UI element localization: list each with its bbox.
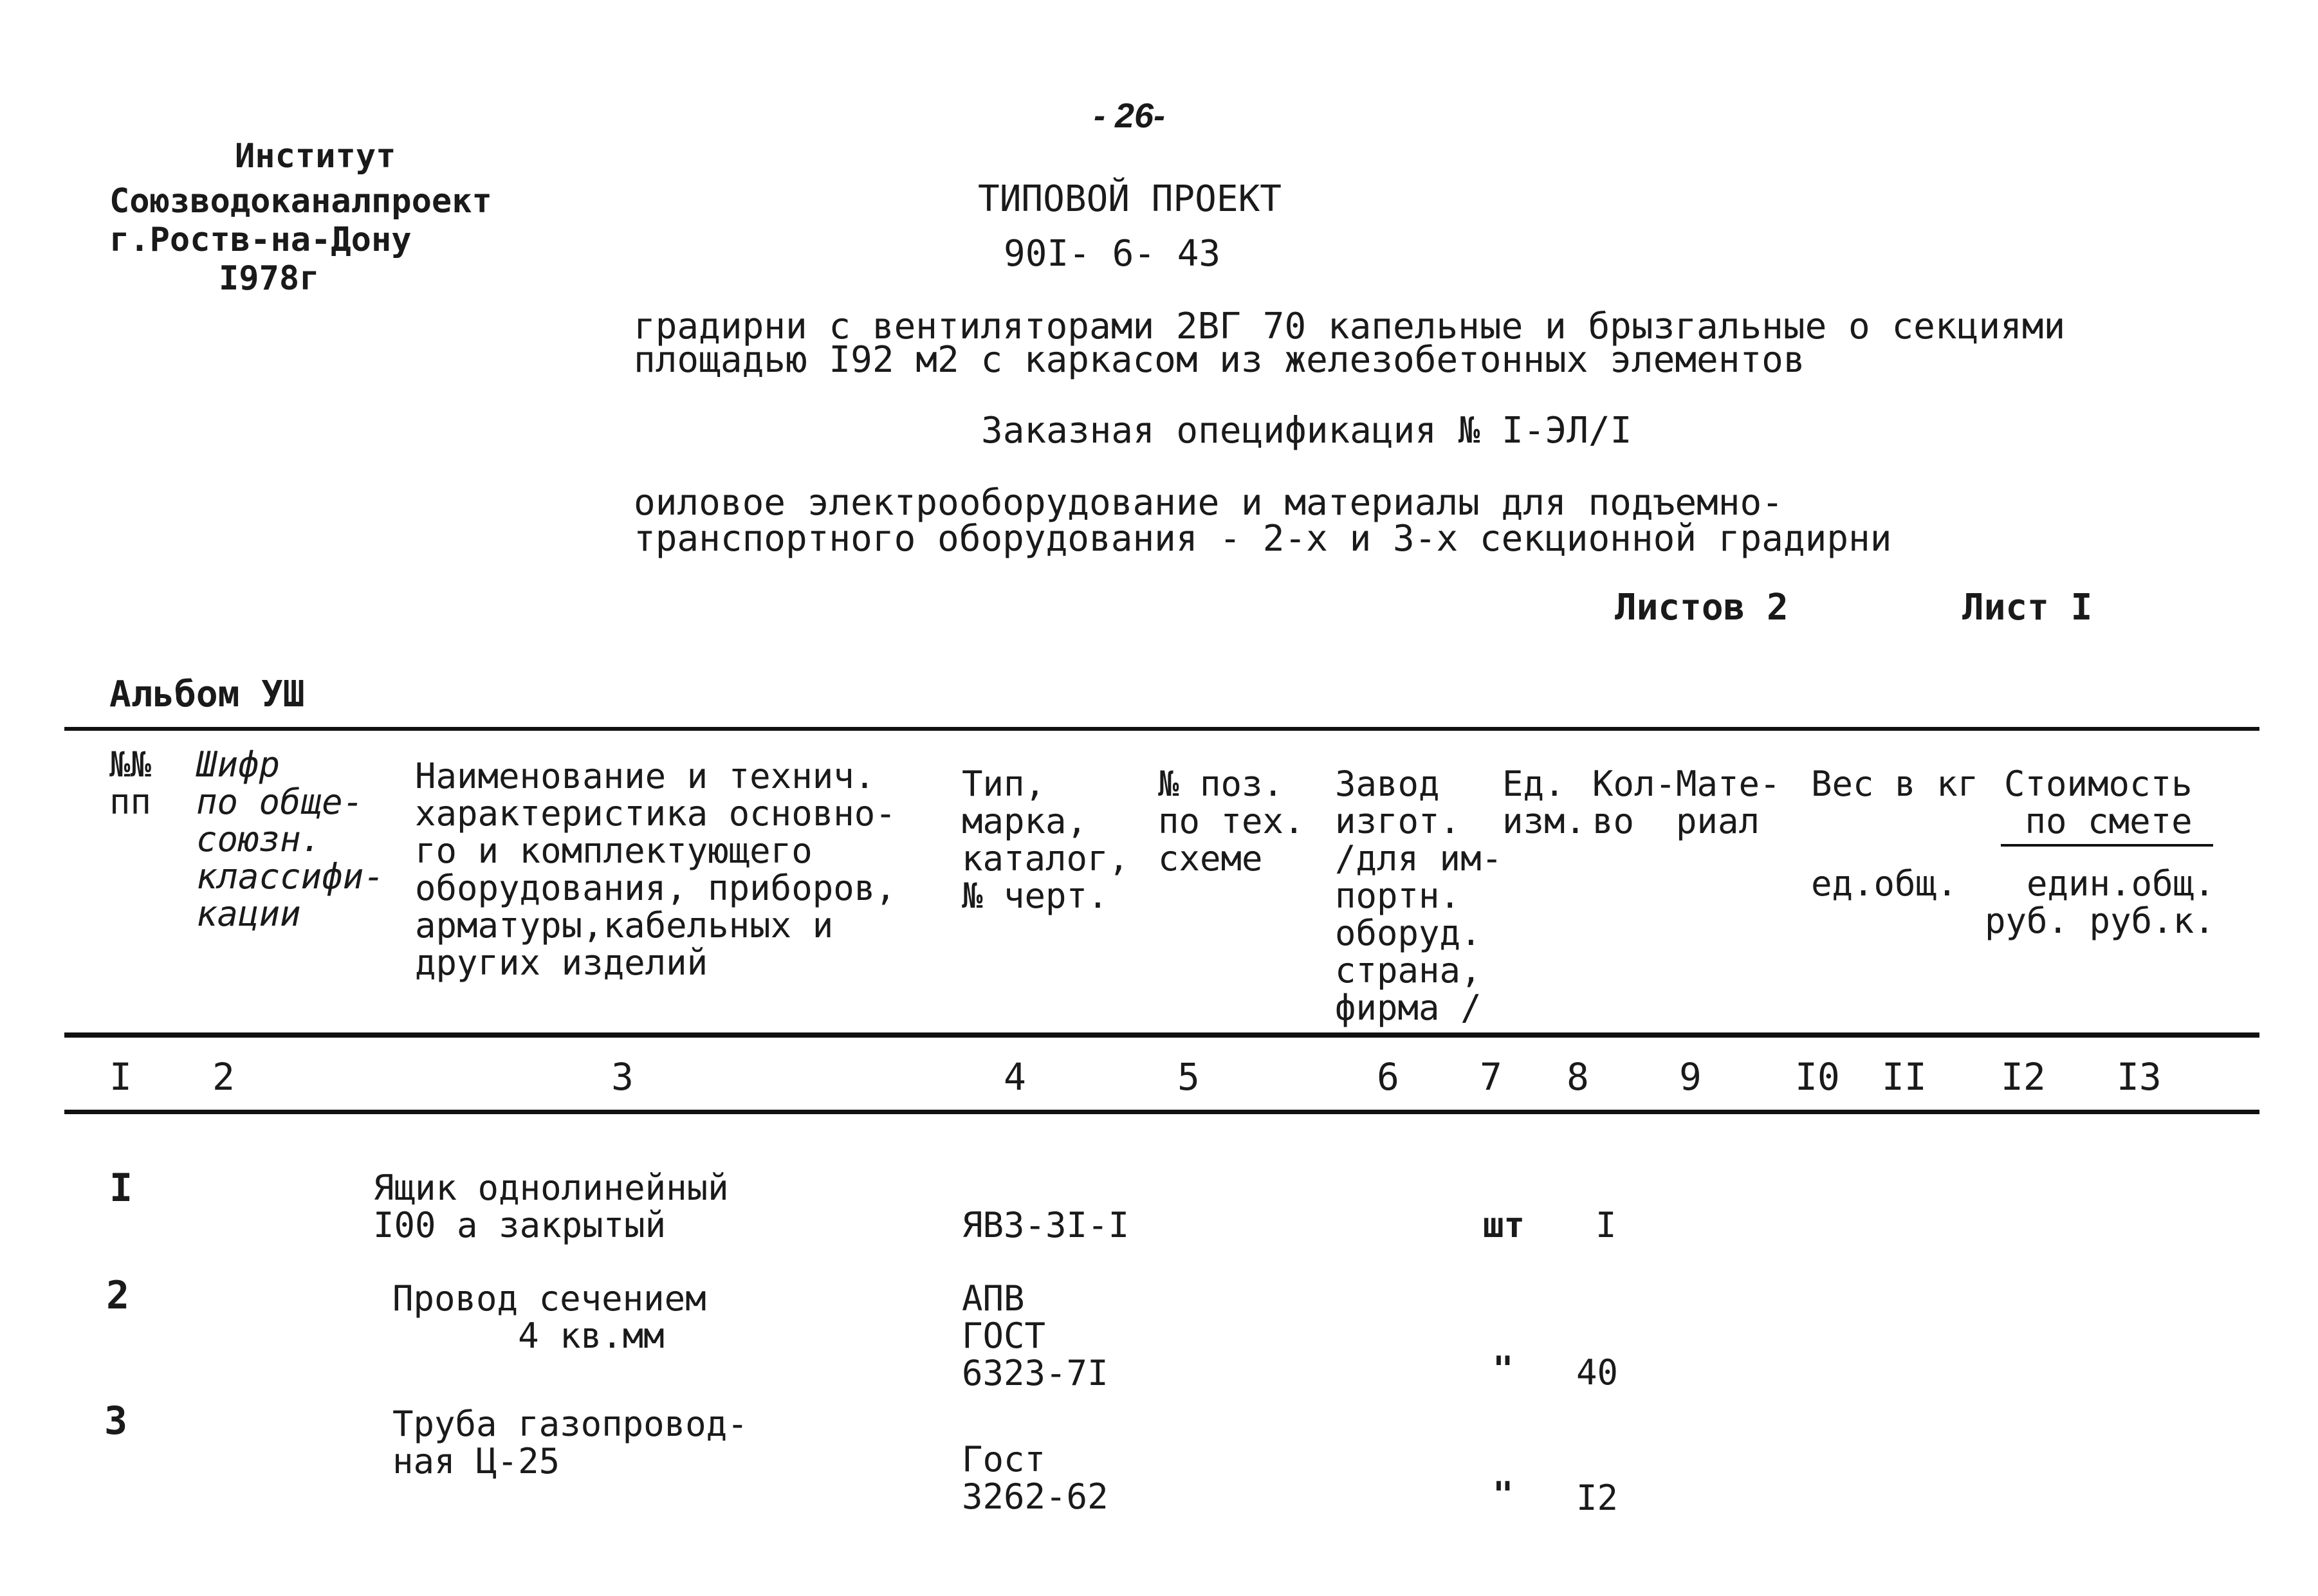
institute-year: I978г (219, 259, 320, 298)
header-bottom-rule (64, 1032, 2259, 1038)
row-item-unit: " (1493, 1474, 1514, 1515)
column-number-2: 2 (212, 1055, 235, 1099)
page-number: - 26- (1094, 96, 1166, 135)
column-number-11: II (1882, 1055, 1927, 1099)
column-number-13: I3 (2117, 1055, 2162, 1099)
column-number-9: 9 (1679, 1055, 1702, 1099)
row-number: I (109, 1166, 133, 1211)
header-col-5: № поз. по тех. схеме (1158, 764, 1305, 879)
row-item-name: Труба газопровод- ная Ц-25 (392, 1404, 748, 1481)
spec-title: Заказная опецификация № I-ЭЛ/I (981, 410, 1632, 452)
row-item-unit: " (1493, 1349, 1514, 1390)
description-line-1: градирни с вентиляторами 2ВГ 70 капельные и брызгальные о секциями (634, 306, 2066, 347)
column-number-12: I2 (2001, 1055, 2046, 1099)
album-label: Альбом УШ (109, 674, 305, 715)
column-number-3: 3 (611, 1055, 634, 1099)
row-item-type: АПВ ГОСТ 6323-7I (962, 1278, 1108, 1393)
institute-org: Союзводоканалпроект (109, 182, 492, 221)
institute-city: г.Роств-на-Дону (109, 221, 412, 259)
header-col-cost: Стоимость по смете (2004, 764, 2193, 841)
spec-subject-line-1: оиловое электрооборудование и материалы для подъемно- (634, 482, 1783, 524)
row-item-unit: шт (1483, 1205, 1525, 1245)
header-col-4: Тип, марка, каталог, № черт. (962, 764, 1130, 916)
column-numbers-bottom-rule (64, 1110, 2259, 1114)
institute-name: Институт (235, 137, 396, 176)
row-item-name: Провод сечением 4 кв.мм (392, 1278, 706, 1356)
header-cost-underline (2001, 844, 2213, 847)
row-item-type: Гост 3262-62 (962, 1439, 1108, 1517)
column-number-10: I0 (1795, 1055, 1840, 1099)
project-number: 90I- 6- 43 (1004, 233, 1221, 275)
project-label: ТИПОВОЙ ПРОЕКТ (978, 178, 1282, 220)
column-number-5: 5 (1177, 1055, 1200, 1099)
sheet-current: Лист I (1962, 587, 2093, 628)
header-col-6: Завод изгот. /для им- портн. оборуд. страна, фирма / (1335, 764, 1503, 1028)
description-line-2: площадью I92 м2 с каркасом из железобетонных элементов (634, 339, 1805, 381)
row-item-type: ЯВЗ-3I-I (962, 1205, 1130, 1245)
header-col-cost-sub: един.общ. руб. руб.к. (1985, 863, 2215, 941)
column-number-1: I (109, 1055, 132, 1099)
column-number-8: 8 (1567, 1055, 1589, 1099)
spec-subject-line-2: транспортного оборудования - 2-х и 3-х секционной градирни (634, 518, 1892, 560)
header-col-weight: Вес в кг (1811, 764, 1979, 804)
column-number-6: 6 (1377, 1055, 1399, 1099)
sheets-total: Листов 2 (1615, 587, 1789, 628)
row-number: 2 (106, 1273, 130, 1318)
header-col-1: №№ пп (109, 744, 152, 822)
table-top-rule (64, 727, 2259, 731)
header-col-3: Наименование и технич. характеристика основно- го и комплектующего оборудования, приборов, арматуры,кабельных и других изделий (415, 756, 896, 983)
header-col-9: Мате- риал (1676, 764, 1781, 841)
row-item-name: Ящик однолинейный I00 а закрытый (373, 1168, 729, 1245)
column-number-4: 4 (1004, 1055, 1026, 1099)
row-item-qty: I (1596, 1205, 1617, 1245)
header-col-7: Ед. изм. (1502, 764, 1587, 841)
row-item-qty: 40 (1576, 1352, 1619, 1393)
row-number: 3 (104, 1399, 128, 1444)
header-col-weight-sub: ед.общ. (1811, 863, 1958, 904)
header-col-8: Кол- во (1592, 764, 1677, 841)
header-col-2: Шифр по обще- союзн. классифи- кации (196, 744, 385, 934)
row-item-qty: I2 (1576, 1478, 1619, 1518)
column-number-7: 7 (1480, 1055, 1502, 1099)
